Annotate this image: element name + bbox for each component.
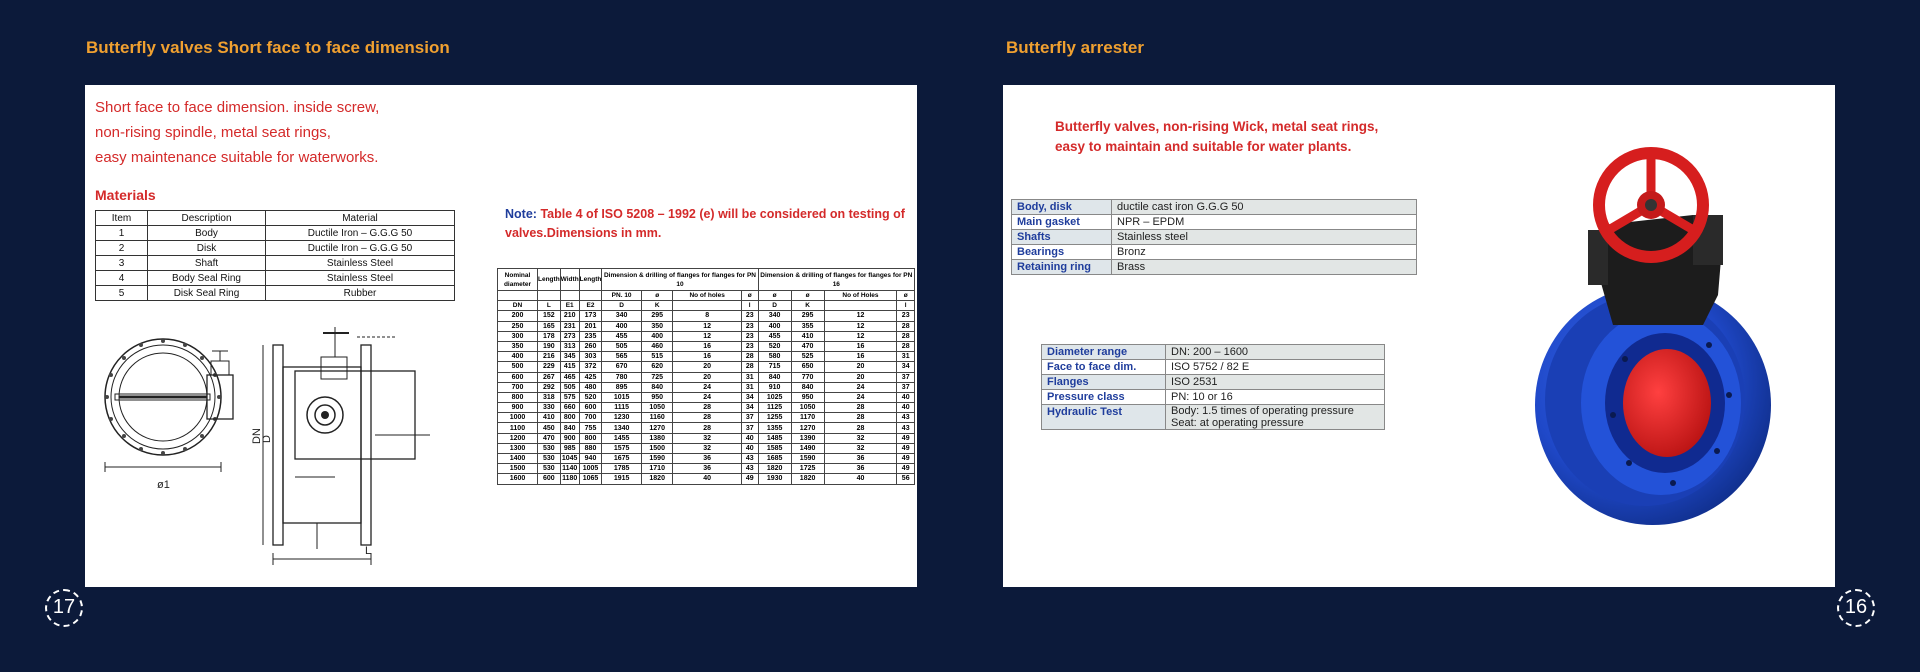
table-cell: 1125 bbox=[758, 403, 791, 413]
table-cell: 800 bbox=[579, 433, 602, 443]
table-cell: 1590 bbox=[641, 454, 673, 464]
table-cell: 24 bbox=[824, 392, 897, 402]
table-cell: 1200 bbox=[498, 433, 538, 443]
table-cell: 1065 bbox=[579, 474, 602, 484]
table-cell: 650 bbox=[791, 362, 824, 372]
table-cell: 231 bbox=[560, 321, 579, 331]
table-header: No of holes bbox=[673, 291, 741, 301]
table-cell: 600 bbox=[579, 403, 602, 413]
valve-side-drawing bbox=[255, 327, 495, 567]
table-cell: 40 bbox=[741, 433, 758, 443]
table-cell: 1485 bbox=[758, 433, 791, 443]
table-cell: 520 bbox=[758, 341, 791, 351]
table-cell: 530 bbox=[538, 443, 561, 453]
table-cell: 670 bbox=[602, 362, 642, 372]
table-cell: 49 bbox=[897, 464, 915, 474]
table-cell: 200 bbox=[498, 311, 538, 321]
table-cell: 318 bbox=[538, 392, 561, 402]
table-cell: 20 bbox=[673, 362, 741, 372]
table-cell: 425 bbox=[579, 372, 602, 382]
table-cell: 165 bbox=[538, 321, 561, 331]
table-row: Pressure class PN: 10 or 16 bbox=[1042, 390, 1385, 405]
right-panel bbox=[1003, 85, 1835, 587]
table-cell: 530 bbox=[538, 454, 561, 464]
table-cell: 565 bbox=[602, 352, 642, 362]
table-cell: 1255 bbox=[758, 413, 791, 423]
intro-line: Short face to face dimension. inside screw, bbox=[95, 99, 380, 116]
table-cell: 1380 bbox=[641, 433, 673, 443]
table-cell: 12 bbox=[824, 331, 897, 341]
table-cell: 20 bbox=[824, 372, 897, 382]
table-cell: 1675 bbox=[602, 454, 642, 464]
table-header: L bbox=[538, 301, 561, 311]
table-cell: 1270 bbox=[641, 423, 673, 433]
table-cell: 350 bbox=[641, 321, 673, 331]
table-cell: 1685 bbox=[758, 454, 791, 464]
intro-line: easy maintenance suitable for waterworks. bbox=[95, 149, 379, 166]
table-row: Face to face dim. ISO 5752 / 82 E bbox=[1042, 360, 1385, 375]
intro-line: easy to maintain and suitable for water plants. bbox=[1055, 139, 1352, 154]
table-header: ø bbox=[897, 291, 915, 301]
table-cell: 620 bbox=[641, 362, 673, 372]
table-cell: 32 bbox=[824, 433, 897, 443]
table-row: Main gasket NPR – EPDM bbox=[1012, 215, 1417, 230]
table-cell: 40 bbox=[741, 443, 758, 453]
table-cell: 1270 bbox=[791, 423, 824, 433]
table-cell: 56 bbox=[897, 474, 915, 484]
table-cell: 780 bbox=[602, 372, 642, 382]
table-cell: 28 bbox=[897, 341, 915, 351]
table-cell: 470 bbox=[791, 341, 824, 351]
table-row: 2 Disk Ductile Iron – G.G.G 50 bbox=[96, 241, 455, 256]
table-row: 1 Body Ductile Iron – G.G.G 50 bbox=[96, 226, 455, 241]
table-cell: 37 bbox=[897, 372, 915, 382]
table-cell: 1100 bbox=[498, 423, 538, 433]
table-cell: 1355 bbox=[758, 423, 791, 433]
table-cell: 295 bbox=[641, 311, 673, 321]
table-cell: 1915 bbox=[602, 474, 642, 484]
table-row bbox=[498, 331, 915, 341]
table-header: Material bbox=[266, 211, 455, 226]
table-cell: 36 bbox=[673, 464, 741, 474]
table-cell: 660 bbox=[560, 403, 579, 413]
table-cell: 880 bbox=[579, 443, 602, 453]
table-row: Bearings Bronz bbox=[1012, 245, 1417, 260]
table-cell: 600 bbox=[498, 372, 538, 382]
table-cell: 700 bbox=[498, 382, 538, 392]
table-cell: 34 bbox=[741, 392, 758, 402]
table-cell: 1340 bbox=[602, 423, 642, 433]
table-cell: 43 bbox=[897, 423, 915, 433]
table-cell: 31 bbox=[741, 382, 758, 392]
table-cell: 895 bbox=[602, 382, 642, 392]
table-cell: 1300 bbox=[498, 443, 538, 453]
table-cell: 28 bbox=[673, 413, 741, 423]
intro-line: Butterfly valves, non-rising Wick, metal seat rings, bbox=[1055, 119, 1379, 134]
table-cell: 1710 bbox=[641, 464, 673, 474]
table-cell: 455 bbox=[758, 331, 791, 341]
table-cell: 12 bbox=[673, 331, 741, 341]
table-row: Retaining ring Brass bbox=[1012, 260, 1417, 275]
table-cell: 700 bbox=[579, 413, 602, 423]
table-cell: 800 bbox=[560, 413, 579, 423]
table-row bbox=[498, 311, 915, 321]
table-cell: 1930 bbox=[758, 474, 791, 484]
materials-table bbox=[95, 210, 455, 301]
spec-table-technical bbox=[1041, 344, 1385, 430]
table-cell: 23 bbox=[741, 311, 758, 321]
table-header: Nominal diameter bbox=[498, 269, 538, 291]
table-cell: 410 bbox=[791, 331, 824, 341]
table-cell: 415 bbox=[560, 362, 579, 372]
table-cell: 525 bbox=[791, 352, 824, 362]
table-cell: 1050 bbox=[641, 403, 673, 413]
table-cell: 28 bbox=[673, 423, 741, 433]
table-row bbox=[498, 443, 915, 453]
table-cell: 1390 bbox=[791, 433, 824, 443]
table-row bbox=[498, 352, 915, 362]
table-cell: 49 bbox=[897, 433, 915, 443]
note bbox=[505, 205, 905, 243]
table-cell: 23 bbox=[741, 341, 758, 351]
table-header: ø bbox=[641, 291, 673, 301]
table-cell: 910 bbox=[758, 382, 791, 392]
table-cell: 580 bbox=[758, 352, 791, 362]
table-cell: 28 bbox=[824, 423, 897, 433]
table-cell: 313 bbox=[560, 341, 579, 351]
table-cell: 173 bbox=[579, 311, 602, 321]
table-cell: 940 bbox=[579, 454, 602, 464]
table-cell: 1170 bbox=[791, 413, 824, 423]
table-cell: 12 bbox=[824, 321, 897, 331]
table-cell: 229 bbox=[538, 362, 561, 372]
table-cell: 520 bbox=[579, 392, 602, 402]
table-cell: 505 bbox=[602, 341, 642, 351]
table-cell: 12 bbox=[824, 311, 897, 321]
table-cell: 300 bbox=[498, 331, 538, 341]
table-cell: 1045 bbox=[561, 455, 578, 463]
table-cell: 32 bbox=[673, 433, 741, 443]
table-cell: 460 bbox=[641, 341, 673, 351]
page-number-right: 16 bbox=[1837, 589, 1875, 627]
table-header: E1 bbox=[560, 301, 579, 311]
table-cell: 1585 bbox=[758, 443, 791, 453]
table-cell: 355 bbox=[791, 321, 824, 331]
table-cell: 295 bbox=[791, 311, 824, 321]
left-page-title: Butterfly valves Short face to face dimension bbox=[86, 38, 450, 57]
table-cell: 267 bbox=[538, 372, 561, 382]
table-row bbox=[498, 454, 915, 464]
table-header: ø bbox=[758, 291, 791, 301]
table-cell: 600 bbox=[538, 474, 561, 484]
table-cell: 40 bbox=[673, 474, 741, 484]
left-intro bbox=[95, 95, 379, 170]
table-cell: 840 bbox=[641, 382, 673, 392]
table-cell: 530 bbox=[538, 464, 561, 474]
table-cell: 23 bbox=[741, 321, 758, 331]
table-cell: 16 bbox=[673, 341, 741, 351]
table-cell: 8 bbox=[673, 311, 741, 321]
table-cell: 900 bbox=[560, 433, 579, 443]
table-cell: 260 bbox=[579, 341, 602, 351]
table-cell: 28 bbox=[741, 352, 758, 362]
table-header: Width bbox=[560, 269, 579, 291]
table-cell: 34 bbox=[741, 403, 758, 413]
table-cell: 43 bbox=[741, 464, 758, 474]
table-cell: 40 bbox=[897, 403, 915, 413]
table-cell: 178 bbox=[538, 331, 561, 341]
table-cell: 37 bbox=[741, 423, 758, 433]
table-cell: 31 bbox=[741, 372, 758, 382]
table-cell: 1455 bbox=[602, 433, 642, 443]
table-cell: 840 bbox=[791, 382, 824, 392]
table-cell: 1140 bbox=[562, 465, 578, 473]
table-row bbox=[498, 413, 915, 423]
table-cell: 340 bbox=[758, 311, 791, 321]
table-cell: 1015 bbox=[602, 392, 642, 402]
table-cell: 985 bbox=[560, 443, 579, 453]
table-cell: 303 bbox=[579, 352, 602, 362]
table-cell: 37 bbox=[897, 382, 915, 392]
table-row: Shafts Stainless steel bbox=[1012, 230, 1417, 245]
table-cell: 28 bbox=[741, 362, 758, 372]
table-cell: 1820 bbox=[791, 474, 824, 484]
table-cell: 216 bbox=[538, 352, 561, 362]
d-label: D bbox=[260, 435, 273, 443]
dimension-table bbox=[497, 268, 915, 485]
l-label: L bbox=[365, 545, 372, 557]
table-cell: 345 bbox=[560, 352, 579, 362]
table-cell: 250 bbox=[498, 321, 538, 331]
table-cell: 410 bbox=[538, 413, 561, 423]
table-cell: 40 bbox=[824, 474, 897, 484]
table-cell: 49 bbox=[741, 474, 758, 484]
table-cell: 1820 bbox=[758, 464, 791, 474]
table-cell: 450 bbox=[538, 423, 561, 433]
table-header: l bbox=[897, 301, 915, 311]
hydraulic-seat: Seat: at operating pressure bbox=[1171, 417, 1304, 429]
left-panel bbox=[85, 85, 917, 587]
table-cell: 715 bbox=[758, 362, 791, 372]
table-header: Length bbox=[538, 269, 561, 291]
table-cell: 235 bbox=[579, 331, 602, 341]
right-page-title: Butterfly arrester bbox=[1006, 38, 1144, 57]
table-cell: 16 bbox=[673, 352, 741, 362]
table-cell: 1820 bbox=[641, 474, 673, 484]
table-cell: 755 bbox=[579, 423, 602, 433]
table-cell: 400 bbox=[498, 352, 538, 362]
table-cell: 840 bbox=[560, 423, 579, 433]
table-header: K bbox=[791, 301, 824, 311]
valve-front-drawing bbox=[93, 317, 243, 487]
table-cell: 32 bbox=[673, 443, 741, 453]
table-header: Description bbox=[148, 211, 266, 226]
table-cell: 37 bbox=[741, 413, 758, 423]
table-header: ø bbox=[741, 291, 758, 301]
table-header: D bbox=[758, 301, 791, 311]
table-row bbox=[498, 433, 915, 443]
table-cell: 24 bbox=[673, 392, 741, 402]
table-cell: 36 bbox=[824, 454, 897, 464]
table-cell: 24 bbox=[673, 382, 741, 392]
table-cell: 152 bbox=[538, 311, 561, 321]
table-row bbox=[498, 372, 915, 382]
table-cell: 292 bbox=[538, 382, 561, 392]
table-cell: 23 bbox=[741, 331, 758, 341]
table-cell: 49 bbox=[897, 454, 915, 464]
table-cell: 28 bbox=[824, 403, 897, 413]
table-cell: 800 bbox=[498, 392, 538, 402]
table-header: l bbox=[741, 301, 758, 311]
table-header bbox=[824, 301, 897, 311]
table-header: ø bbox=[791, 291, 824, 301]
table-row: 4 Body Seal Ring Stainless Steel bbox=[96, 271, 455, 286]
right-intro bbox=[1055, 117, 1378, 157]
table-header: Dimension & drilling of flanges for flanges for PN 16 bbox=[758, 269, 914, 291]
table-header: DN bbox=[498, 301, 538, 311]
table-cell: 465 bbox=[560, 372, 579, 382]
note-label: Note: bbox=[505, 207, 537, 221]
table-row bbox=[498, 341, 915, 351]
table-cell: 190 bbox=[538, 341, 561, 351]
table-row bbox=[498, 362, 915, 372]
table-cell: 273 bbox=[560, 331, 579, 341]
table-cell: 340 bbox=[602, 311, 642, 321]
table-cell: 49 bbox=[897, 443, 915, 453]
table-cell: 840 bbox=[758, 372, 791, 382]
table-cell: 950 bbox=[641, 392, 673, 402]
table-cell: 20 bbox=[824, 362, 897, 372]
table-row: 5 Disk Seal Ring Rubber bbox=[96, 286, 455, 301]
table-header: E2 bbox=[579, 301, 602, 311]
table-cell: 400 bbox=[602, 321, 642, 331]
table-row: Flanges ISO 2531 bbox=[1042, 375, 1385, 390]
hydraulic-body: Body: 1.5 times of operating pressure bbox=[1171, 405, 1354, 417]
table-cell: 1230 bbox=[602, 413, 642, 423]
table-cell: 28 bbox=[824, 413, 897, 423]
table-cell: 1600 bbox=[498, 474, 538, 484]
table-header bbox=[673, 301, 741, 311]
table-header: No of Holes bbox=[824, 291, 897, 301]
table-cell: 1025 bbox=[758, 392, 791, 402]
table-cell: 34 bbox=[897, 362, 915, 372]
table-cell: 201 bbox=[579, 321, 602, 331]
table-row bbox=[498, 403, 915, 413]
table-cell: 210 bbox=[560, 311, 579, 321]
table-cell: 725 bbox=[641, 372, 673, 382]
table-row bbox=[498, 382, 915, 392]
note-text: Table 4 of ISO 5208 – 1992 (e) will be considered on testing of valves.Dimensions in mm. bbox=[505, 207, 905, 240]
materials-title: Materials bbox=[95, 187, 156, 203]
table-cell: 16 bbox=[824, 341, 897, 351]
table-cell: 400 bbox=[641, 331, 673, 341]
table-row: Body, disk ductile cast iron G.G.G 50 bbox=[1012, 200, 1417, 215]
table-cell: 36 bbox=[673, 454, 741, 464]
table-cell: 43 bbox=[897, 413, 915, 423]
table-cell: 31 bbox=[897, 352, 915, 362]
table-cell: 505 bbox=[560, 382, 579, 392]
table-header: Length bbox=[579, 269, 602, 291]
table-cell: 1590 bbox=[791, 454, 824, 464]
table-cell: 24 bbox=[824, 382, 897, 392]
butterfly-arrester-image bbox=[1533, 145, 1773, 525]
table-cell: 16 bbox=[824, 352, 897, 362]
table-cell: 1500 bbox=[498, 464, 538, 474]
dn-label: DN bbox=[250, 428, 263, 444]
table-cell: 23 bbox=[897, 311, 915, 321]
table-cell: 455 bbox=[602, 331, 642, 341]
table-cell: 480 bbox=[579, 382, 602, 392]
table-header: Dimension & drilling of flanges for flanges for PN 10 bbox=[602, 269, 758, 291]
table-row bbox=[498, 464, 915, 474]
table-cell: 330 bbox=[538, 403, 561, 413]
table-cell: 900 bbox=[498, 403, 538, 413]
table-row bbox=[498, 423, 915, 433]
spec-table-materials bbox=[1011, 199, 1417, 275]
table-header: PN. 10 bbox=[602, 291, 642, 301]
table-cell: 770 bbox=[791, 372, 824, 382]
table-cell: 1000 bbox=[498, 413, 538, 423]
table-cell: 1575 bbox=[602, 443, 642, 453]
table-cell: 1490 bbox=[791, 443, 824, 453]
table-header: D bbox=[602, 301, 642, 311]
table-cell: 28 bbox=[897, 331, 915, 341]
table-cell: 20 bbox=[673, 372, 741, 382]
table-row: 3 Shaft Stainless Steel bbox=[96, 256, 455, 271]
table-cell: 500 bbox=[498, 362, 538, 372]
intro-line: non-rising spindle, metal seat rings, bbox=[95, 124, 331, 141]
table-row bbox=[498, 321, 915, 331]
table-cell: 400 bbox=[758, 321, 791, 331]
table-cell: 1785 bbox=[602, 464, 642, 474]
table-cell: 32 bbox=[824, 443, 897, 453]
table-cell: 1400 bbox=[498, 454, 538, 464]
table-cell: 1005 bbox=[579, 464, 602, 474]
table-cell: 36 bbox=[824, 464, 897, 474]
table-cell: 28 bbox=[673, 403, 741, 413]
table-cell: 1725 bbox=[791, 464, 824, 474]
table-cell: 1160 bbox=[641, 413, 673, 423]
table-cell: 1500 bbox=[641, 443, 673, 453]
table-cell: 43 bbox=[741, 454, 758, 464]
table-row bbox=[498, 474, 915, 484]
table-header: K bbox=[641, 301, 673, 311]
table-cell: 950 bbox=[791, 392, 824, 402]
page-number-left: 17 bbox=[45, 589, 83, 627]
table-cell: 28 bbox=[897, 321, 915, 331]
table-cell: 515 bbox=[641, 352, 673, 362]
table-header: Item bbox=[96, 211, 148, 226]
table-cell: 470 bbox=[538, 433, 561, 443]
table-row: Hydraulic Test Body: 1.5 times of operating pressure Seat: at operating pressure bbox=[1042, 405, 1385, 430]
phi1-label: ø1 bbox=[157, 479, 170, 491]
table-row bbox=[498, 392, 915, 402]
table-row: Diameter range DN: 200 – 1600 bbox=[1042, 345, 1385, 360]
table-cell: 40 bbox=[897, 392, 915, 402]
table-cell: 1115 bbox=[602, 403, 642, 413]
table-cell: 1050 bbox=[791, 403, 824, 413]
table-cell: 12 bbox=[673, 321, 741, 331]
table-cell: 575 bbox=[560, 392, 579, 402]
table-cell: 350 bbox=[498, 341, 538, 351]
table-cell: 1180 bbox=[562, 475, 578, 483]
table-cell: 372 bbox=[579, 362, 602, 372]
